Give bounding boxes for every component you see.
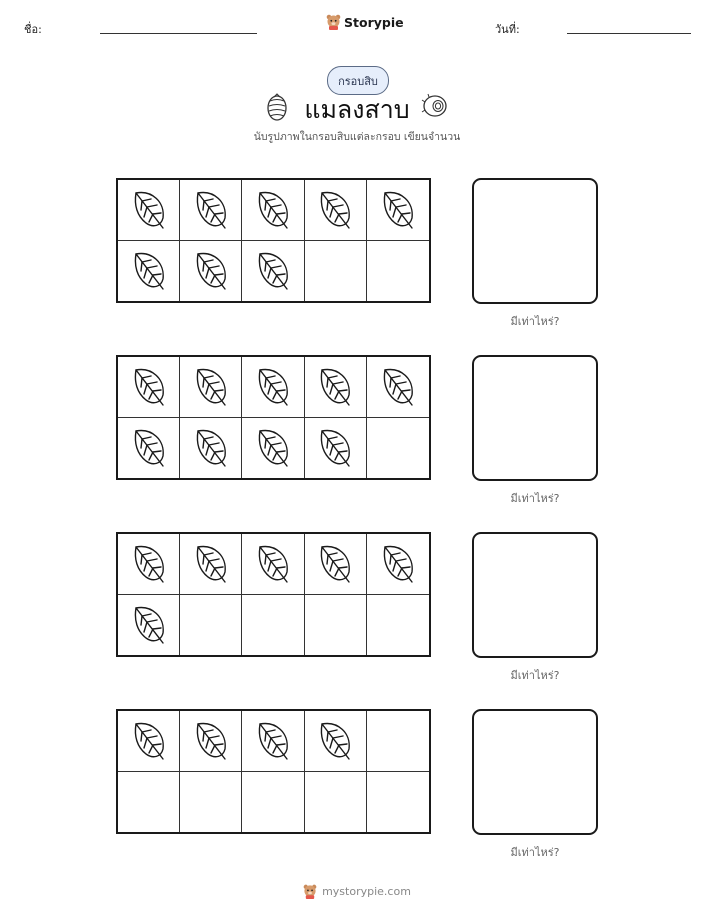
ten-frame-cell [118,180,180,241]
ten-frame-cell [305,595,367,656]
brand-logo [326,14,404,30]
ten-frame-cell [180,357,242,418]
topic-badge: กรอบสิบ [327,66,389,95]
leaf-icon [315,719,355,763]
leaf-icon [129,188,169,232]
ten-frame-cell [367,418,429,479]
ten-frame-cell [242,595,304,656]
ten-frame-cell [242,418,304,479]
leaf-icon [315,426,355,470]
ten-frame-cell [180,772,242,833]
leaf-icon [378,188,418,232]
ten-frame-cell [367,711,429,772]
leaf-icon [315,188,355,232]
ten-frame-cell [242,711,304,772]
leaf-icon [191,426,231,470]
worksheet-instructions: นับรูปภาพในกรอบสิบแต่ละกรอบ เขียนจำนวน [253,131,461,143]
ten-frame-cell [118,418,180,479]
ten-frame-cell [367,357,429,418]
footer [0,884,714,899]
ten-frame-cell [180,534,242,595]
leaf-icon [378,365,418,409]
leaf-icon [315,365,355,409]
ten-frame-cell [305,241,367,302]
ten-frame-cell [242,534,304,595]
ten-frame-cell [242,241,304,302]
leaf-icon [253,365,293,409]
ten-frame-cell [180,180,242,241]
ten-frame-cell [367,241,429,302]
leaf-icon [129,542,169,586]
answer-box-2[interactable] [472,355,598,481]
name-label: ชื่อ: [24,23,42,36]
ten-frame-cell [118,595,180,656]
leaf-icon [129,249,169,293]
ten-frame-cell [305,180,367,241]
leaf-icon [253,426,293,470]
ten-frame-cell [242,180,304,241]
leaf-icon [191,365,231,409]
bear-mascot-icon [326,14,341,30]
leaf-icon [191,719,231,763]
how-many-prompt-3: มีเท่าไหร่? [510,669,560,682]
leaf-icon [253,542,293,586]
ten-frame-cell [118,534,180,595]
ten-frame-cell [180,241,242,302]
leaf-icon [129,719,169,763]
date-write-line [567,33,691,34]
worksheet-title: แมลงสาบ [304,95,410,124]
leaf-icon [253,719,293,763]
ten-frame-cell [118,711,180,772]
ten-frame-cell [242,772,304,833]
ten-frame-cell [118,357,180,418]
ten-frame-cell [118,241,180,302]
date-label: วันที่: [495,23,520,36]
ten-frame-cell [305,772,367,833]
ten-frame-cell [305,534,367,595]
name-write-line [100,33,257,34]
ten-frame-cell [367,772,429,833]
ten-frame-1 [116,178,431,303]
answer-box-3[interactable] [472,532,598,658]
ten-frame-cell [242,357,304,418]
ten-frame-cell [180,595,242,656]
ten-frame-cell [180,711,242,772]
leaf-icon [378,542,418,586]
answer-box-1[interactable] [472,178,598,304]
ten-frame-cell [305,418,367,479]
ten-frame-cell [367,180,429,241]
answer-box-4[interactable] [472,709,598,835]
how-many-prompt-1: มีเท่าไหร่? [510,315,560,328]
ten-frame-cell [305,711,367,772]
leaf-icon [191,542,231,586]
leaf-icon [315,542,355,586]
ten-frame-cell [118,772,180,833]
how-many-prompt-4: มีเท่าไหร่? [510,846,560,859]
how-many-prompt-2: มีเท่าไหร่? [510,492,560,505]
leaf-icon [191,249,231,293]
ten-frame-4 [116,709,431,834]
ten-frame-cell [305,357,367,418]
leaf-icon [129,603,169,647]
leaf-icon [253,249,293,293]
footer-url: mystorypie.com [322,885,411,898]
cockroach-nymph-icon [421,92,449,120]
ten-frame-cell [367,595,429,656]
ten-frame-cell [180,418,242,479]
leaf-icon [191,188,231,232]
ten-frame-3 [116,532,431,657]
leaf-icon [129,426,169,470]
leaf-icon [129,365,169,409]
bear-mascot-icon [303,884,317,899]
brand-name: Storypie [344,14,404,30]
leaf-icon [253,188,293,232]
ten-frame-2 [116,355,431,480]
ten-frame-cell [367,534,429,595]
